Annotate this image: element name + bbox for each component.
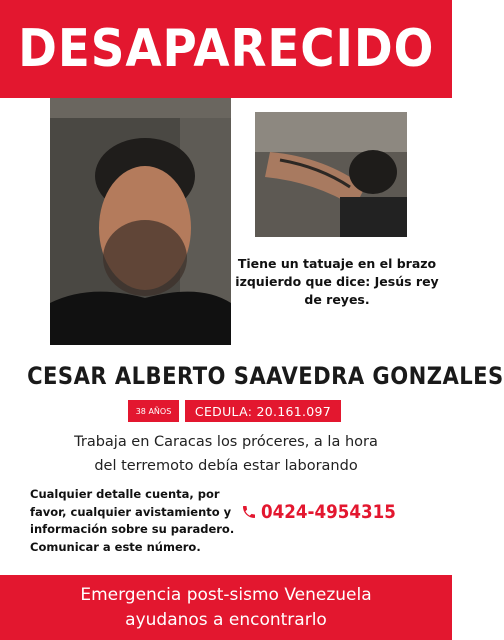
tattoo-description: Tiene un tatuaje en el brazo izquierdo que dice: Jesús rey de reyes.: [235, 256, 439, 307]
footer-line-2: ayudanos a encontrarlo: [125, 609, 327, 630]
person-name: CESAR ALBERTO SAAVEDRA GONZALES: [27, 362, 504, 390]
tattoo-photo: [255, 112, 407, 237]
person-photo-illustration: [50, 98, 231, 345]
work-info-line-2: del terremoto debía estar laborando: [94, 458, 358, 474]
phone-contact[interactable]: [241, 499, 414, 525]
phone-icon: [241, 504, 257, 520]
phone-number[interactable]: 0424-4954315: [261, 501, 396, 523]
age-badge: 38 AÑOS: [128, 400, 179, 422]
contact-instructions: Cualquier detalle cuenta, por favor, cualquier avistamiento y información sobre su paradero. Comunicar a este número.: [30, 487, 235, 554]
work-info-line-1: Trabaja en Caracas los próceres, a la hora: [74, 434, 378, 450]
footer-banner: [0, 575, 452, 640]
tattoo-photo-illustration: [255, 112, 407, 237]
main-photo: [50, 98, 231, 345]
cedula-badge: CEDULA: 20.161.097: [185, 400, 341, 422]
header-banner: [0, 0, 452, 98]
headline: DESAPARECIDO: [17, 19, 435, 79]
footer-line-1: Emergencia post-sismo Venezuela: [80, 584, 372, 605]
